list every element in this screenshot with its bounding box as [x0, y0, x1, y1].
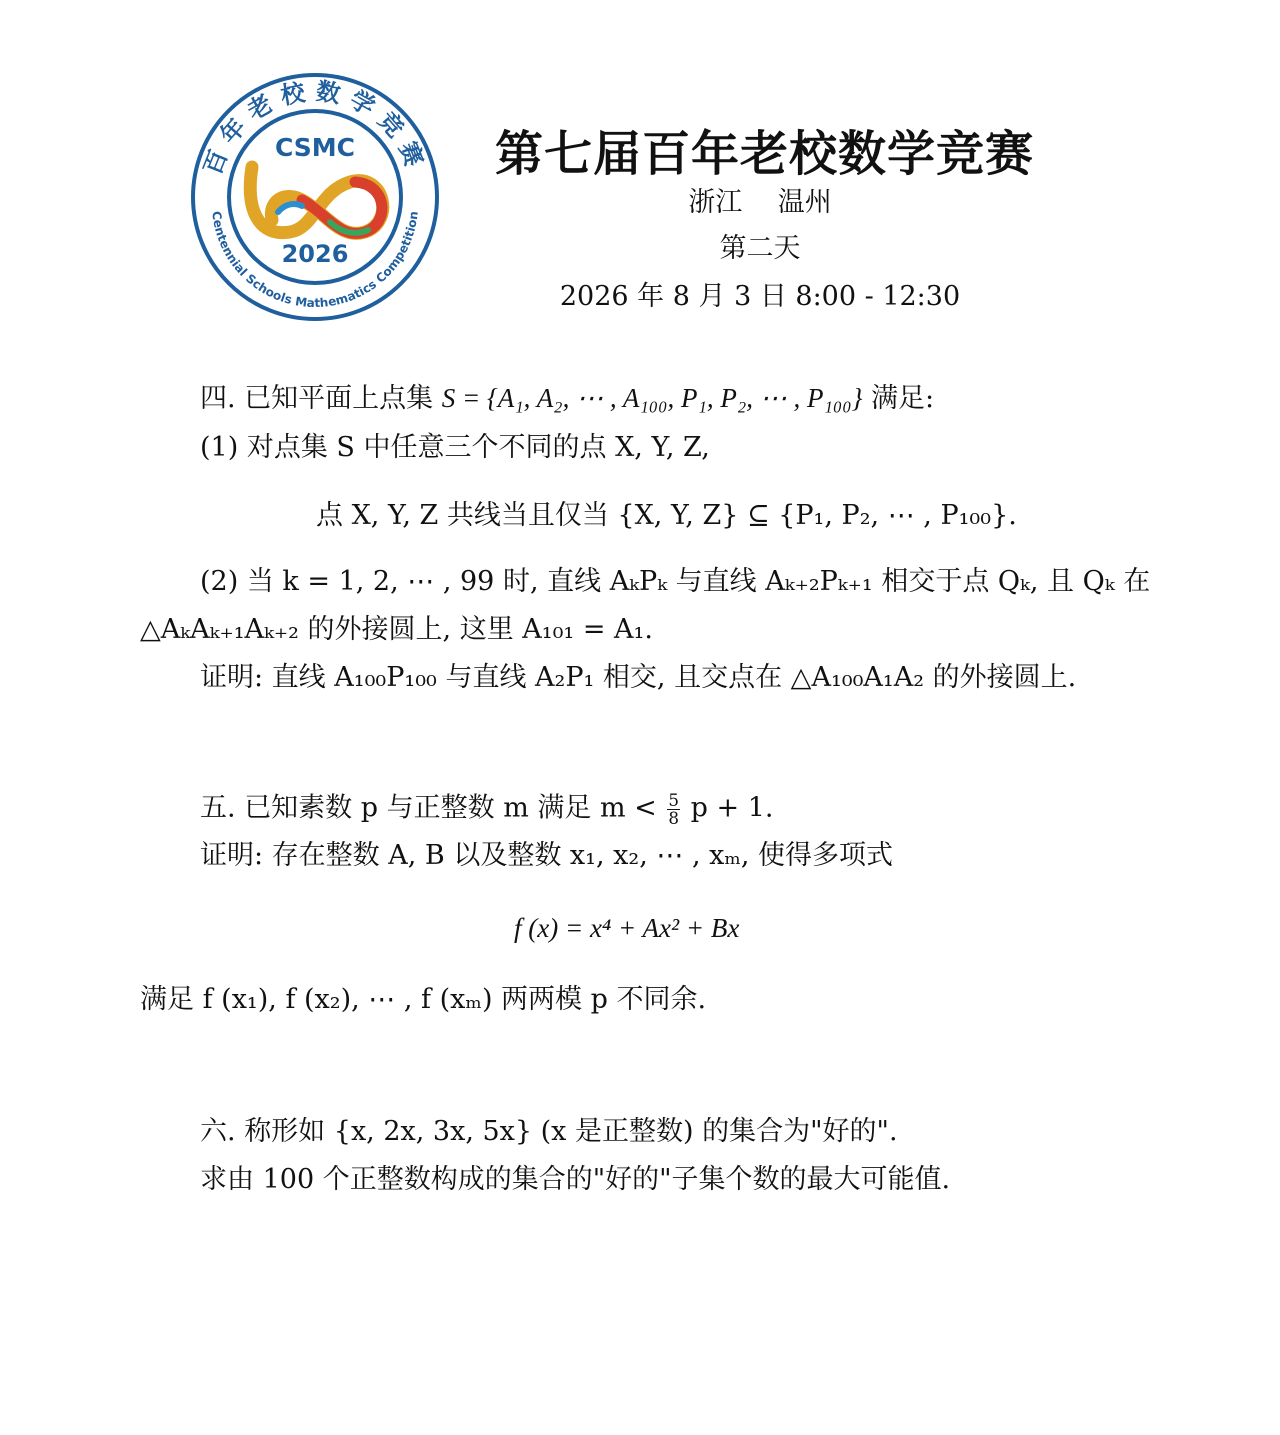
- problem-4-number: 四.: [200, 383, 236, 414]
- problem-4-intro-tail: 满足:: [871, 383, 935, 414]
- problem-6-line-2: 求由 100 个正整数构成的集合的"好的"子集个数的最大可能值.: [200, 1164, 951, 1195]
- logo-ring-en: Centennial Schools Mathematics Competition: [209, 210, 421, 311]
- problem-6-statement: [200, 1116, 898, 1148]
- problem-5-line-1-pre: 已知素数 p 与正整数 m 满足 m <: [244, 792, 657, 824]
- fraction-5-8: [667, 792, 680, 826]
- condition-2-line-1: 当 k = 1, 2, ⋯ , 99 时, 直线 AₖPₖ 与直线 Aₖ₊₂Pₖ₊₁ 相交于点 Qₖ, 且 Qₖ 在: [246, 566, 1151, 597]
- csmc-logo: [190, 72, 440, 322]
- problem-4-prove: 证明: 直线 A₁₀₀P₁₀₀ 与直线 A₂P₁ 相交, 且交点在 △A₁₀₀A₁A₂ 的外接圆上.: [200, 662, 1077, 693]
- problem-5-line-3: 满足 f (x₁), f (x₂), ⋯ , f (xₘ) 两两模 p 不同余.: [140, 984, 707, 1015]
- problem-5-line-1-post: p + 1.: [690, 792, 774, 824]
- problem-4-collinear-display: 点 X, Y, Z 共线当且仅当 {X, Y, Z} ⊆ {P₁, P₂, ⋯ , P₁₀₀}.: [316, 500, 1017, 531]
- problem-6-line-1: 称形如 {x, 2x, 3x, 5x} (x 是正整数) 的集合为"好的".: [244, 1116, 898, 1147]
- day-label: 第二天: [719, 233, 801, 264]
- problem-4-intro: 已知平面上点集: [244, 383, 434, 414]
- exam-datetime: 2026 年 8 月 3 日 8:00 - 12:30: [559, 281, 961, 312]
- fraction-denominator: 8: [668, 807, 680, 828]
- fraction-numerator: 5: [668, 790, 680, 810]
- problem-4-set: S = {A₁, A₂, ⋯ , A₁₀₀, P₁, P₂, ⋯ , P₁₀₀}: [441, 383, 863, 413]
- problem-4-statement: [200, 382, 934, 415]
- condition-1-text: 对点集 S 中任意三个不同的点 X, Y, Z,: [246, 432, 710, 463]
- problem-5-statement: [200, 792, 773, 826]
- page-title: 第七届百年老校数学竞赛: [495, 126, 1035, 182]
- condition-2-line-2: △AₖAₖ₊₁Aₖ₊₂ 的外接圆上, 这里 A₁₀₁ = A₁.: [140, 614, 653, 645]
- logo-emblem: [190, 72, 440, 322]
- logo-abbr: CSMC: [274, 133, 356, 162]
- condition-2-label: (2): [200, 566, 239, 597]
- problem-4-condition-1: [200, 432, 710, 464]
- location: 浙江 温州: [688, 187, 832, 218]
- logo-ring-cn: 百年老校数学竞赛: [198, 76, 432, 179]
- problem-6-number: 六.: [200, 1116, 236, 1147]
- condition-1-label: (1): [200, 432, 239, 463]
- problem-5-polynomial: f (x) = x⁴ + Ax² + Bx: [514, 913, 740, 943]
- problem-5-number: 五.: [200, 792, 236, 824]
- problem-4-condition-2: [200, 566, 1150, 598]
- problem-5-line-2: 证明: 存在整数 A, B 以及整数 x₁, x₂, ⋯ , xₘ, 使得多项式: [200, 840, 894, 871]
- logo-year: 2026: [281, 240, 349, 268]
- svg-text:百年老校数学竞赛: [198, 77, 431, 179]
